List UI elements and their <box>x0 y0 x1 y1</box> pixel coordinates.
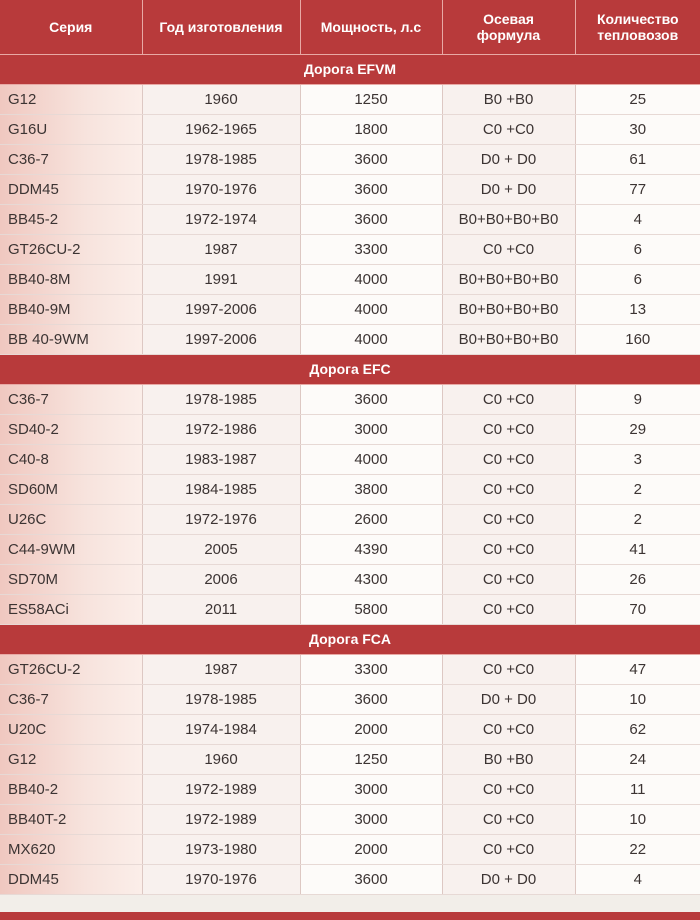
axle-formula-cell: C0 +C0 <box>442 504 575 534</box>
header-axle-line2: формула <box>476 26 541 43</box>
year-cell: 1972-1986 <box>142 414 300 444</box>
section-header-row <box>0 354 700 384</box>
table-row <box>0 414 700 444</box>
table-row <box>0 84 700 114</box>
count-cell: 29 <box>575 414 700 444</box>
table-row <box>0 804 700 834</box>
table-row <box>0 714 700 744</box>
table-row <box>0 864 700 894</box>
series-cell: BB40-8M <box>0 264 142 294</box>
year-cell: 1987 <box>142 234 300 264</box>
section-title: Дорога FCA <box>0 624 700 654</box>
power-cell: 3600 <box>300 864 442 894</box>
series-cell: BB40T-2 <box>0 804 142 834</box>
power-cell: 2600 <box>300 504 442 534</box>
year-cell: 1972-1974 <box>142 204 300 234</box>
count-cell: 47 <box>575 654 700 684</box>
table-row <box>0 834 700 864</box>
series-cell: C40-8 <box>0 444 142 474</box>
bottom-accent-bar <box>0 912 700 920</box>
count-cell: 13 <box>575 294 700 324</box>
series-cell: BB45-2 <box>0 204 142 234</box>
series-cell: C36-7 <box>0 684 142 714</box>
power-cell: 3600 <box>300 174 442 204</box>
power-cell: 1800 <box>300 114 442 144</box>
section-header-row <box>0 624 700 654</box>
table-row <box>0 744 700 774</box>
count-cell: 6 <box>575 264 700 294</box>
series-cell: BB40-9M <box>0 294 142 324</box>
table-row <box>0 504 700 534</box>
axle-formula-cell: B0 +B0 <box>442 744 575 774</box>
power-cell: 4000 <box>300 444 442 474</box>
section-header-row <box>0 54 700 84</box>
axle-formula-cell: D0 + D0 <box>442 174 575 204</box>
axle-formula-cell: B0+B0+B0+B0 <box>442 294 575 324</box>
series-cell: SD60M <box>0 474 142 504</box>
series-cell: BB40-2 <box>0 774 142 804</box>
power-cell: 3000 <box>300 774 442 804</box>
count-cell: 10 <box>575 684 700 714</box>
power-cell: 5800 <box>300 594 442 624</box>
axle-formula-cell: C0 +C0 <box>442 774 575 804</box>
count-cell: 4 <box>575 864 700 894</box>
table-row <box>0 654 700 684</box>
series-cell: GT26CU-2 <box>0 654 142 684</box>
axle-formula-cell: D0 + D0 <box>442 684 575 714</box>
year-cell: 1991 <box>142 264 300 294</box>
series-cell: G12 <box>0 84 142 114</box>
power-cell: 4000 <box>300 324 442 354</box>
header-axle-formula <box>442 0 575 54</box>
count-cell: 61 <box>575 144 700 174</box>
series-cell: U20C <box>0 714 142 744</box>
power-cell: 4000 <box>300 264 442 294</box>
header-year: Год изготовления <box>142 0 300 54</box>
count-cell: 3 <box>575 444 700 474</box>
power-cell: 3600 <box>300 684 442 714</box>
table-row <box>0 114 700 144</box>
power-cell: 3300 <box>300 654 442 684</box>
count-cell: 62 <box>575 714 700 744</box>
series-cell: SD70M <box>0 564 142 594</box>
axle-formula-cell: C0 +C0 <box>442 834 575 864</box>
power-cell: 1250 <box>300 744 442 774</box>
power-cell: 2000 <box>300 834 442 864</box>
count-cell: 24 <box>575 744 700 774</box>
header-count-line2: тепловозов <box>597 26 679 43</box>
year-cell: 1983-1987 <box>142 444 300 474</box>
count-cell: 41 <box>575 534 700 564</box>
table-row <box>0 324 700 354</box>
axle-formula-cell: C0 +C0 <box>442 114 575 144</box>
table-row <box>0 474 700 504</box>
year-cell: 2005 <box>142 534 300 564</box>
table-row <box>0 204 700 234</box>
header-count-line1: Количество <box>596 10 679 27</box>
series-cell: MX620 <box>0 834 142 864</box>
power-cell: 4300 <box>300 564 442 594</box>
axle-formula-cell: C0 +C0 <box>442 594 575 624</box>
table-row <box>0 294 700 324</box>
series-cell: BB 40-9WM <box>0 324 142 354</box>
series-cell: C44-9WM <box>0 534 142 564</box>
power-cell: 4000 <box>300 294 442 324</box>
table-row <box>0 144 700 174</box>
count-cell: 22 <box>575 834 700 864</box>
axle-formula-cell: C0 +C0 <box>442 714 575 744</box>
year-cell: 1997-2006 <box>142 294 300 324</box>
axle-formula-cell: C0 +C0 <box>442 804 575 834</box>
axle-formula-cell: C0 +C0 <box>442 234 575 264</box>
count-cell: 9 <box>575 384 700 414</box>
table-row <box>0 444 700 474</box>
year-cell: 1978-1985 <box>142 684 300 714</box>
table-row <box>0 774 700 804</box>
series-cell: GT26CU-2 <box>0 234 142 264</box>
year-cell: 1974-1984 <box>142 714 300 744</box>
power-cell: 3800 <box>300 474 442 504</box>
year-cell: 1960 <box>142 84 300 114</box>
year-cell: 1972-1989 <box>142 774 300 804</box>
series-cell: DDM45 <box>0 174 142 204</box>
power-cell: 3000 <box>300 804 442 834</box>
table-row <box>0 564 700 594</box>
axle-formula-cell: C0 +C0 <box>442 534 575 564</box>
count-cell: 70 <box>575 594 700 624</box>
series-cell: U26C <box>0 504 142 534</box>
year-cell: 1978-1985 <box>142 384 300 414</box>
table-row <box>0 264 700 294</box>
table-row <box>0 234 700 264</box>
count-cell: 10 <box>575 804 700 834</box>
year-cell: 1984-1985 <box>142 474 300 504</box>
power-cell: 4390 <box>300 534 442 564</box>
axle-formula-cell: B0+B0+B0+B0 <box>442 264 575 294</box>
series-cell: G16U <box>0 114 142 144</box>
series-cell: DDM45 <box>0 864 142 894</box>
series-cell: C36-7 <box>0 384 142 414</box>
series-cell: ES58ACi <box>0 594 142 624</box>
axle-formula-cell: C0 +C0 <box>442 414 575 444</box>
axle-formula-cell: B0 +B0 <box>442 84 575 114</box>
table-body <box>0 54 700 894</box>
count-cell: 11 <box>575 774 700 804</box>
year-cell: 1960 <box>142 744 300 774</box>
count-cell: 4 <box>575 204 700 234</box>
header-power: Мощность, л.с <box>300 0 442 54</box>
count-cell: 77 <box>575 174 700 204</box>
count-cell: 160 <box>575 324 700 354</box>
axle-formula-cell: C0 +C0 <box>442 654 575 684</box>
year-cell: 1972-1976 <box>142 504 300 534</box>
series-cell: C36-7 <box>0 144 142 174</box>
count-cell: 6 <box>575 234 700 264</box>
year-cell: 1987 <box>142 654 300 684</box>
axle-formula-cell: B0+B0+B0+B0 <box>442 204 575 234</box>
count-cell: 2 <box>575 504 700 534</box>
table-row <box>0 684 700 714</box>
axle-formula-cell: C0 +C0 <box>442 564 575 594</box>
year-cell: 1962-1965 <box>142 114 300 144</box>
year-cell: 1972-1989 <box>142 804 300 834</box>
count-cell: 30 <box>575 114 700 144</box>
power-cell: 3000 <box>300 414 442 444</box>
series-cell: G12 <box>0 744 142 774</box>
axle-formula-cell: C0 +C0 <box>442 474 575 504</box>
axle-formula-cell: C0 +C0 <box>442 444 575 474</box>
year-cell: 2011 <box>142 594 300 624</box>
year-cell: 2006 <box>142 564 300 594</box>
table-row <box>0 594 700 624</box>
power-cell: 3600 <box>300 204 442 234</box>
axle-formula-cell: B0+B0+B0+B0 <box>442 324 575 354</box>
axle-formula-cell: D0 + D0 <box>442 864 575 894</box>
header-axle-line1: Осевая <box>483 10 534 27</box>
year-cell: 1970-1976 <box>142 864 300 894</box>
count-cell: 25 <box>575 84 700 114</box>
axle-formula-cell: C0 +C0 <box>442 384 575 414</box>
power-cell: 2000 <box>300 714 442 744</box>
year-cell: 1978-1985 <box>142 144 300 174</box>
table-header <box>0 0 700 54</box>
section-title: Дорога EFC <box>0 354 700 384</box>
power-cell: 3300 <box>300 234 442 264</box>
power-cell: 3600 <box>300 144 442 174</box>
year-cell: 1970-1976 <box>142 174 300 204</box>
year-cell: 1997-2006 <box>142 324 300 354</box>
table-row <box>0 174 700 204</box>
header-count <box>575 0 700 54</box>
section-title: Дорога EFVM <box>0 54 700 84</box>
power-cell: 1250 <box>300 84 442 114</box>
count-cell: 2 <box>575 474 700 504</box>
table-row <box>0 534 700 564</box>
table-row <box>0 384 700 414</box>
power-cell: 3600 <box>300 384 442 414</box>
year-cell: 1973-1980 <box>142 834 300 864</box>
axle-formula-cell: D0 + D0 <box>442 144 575 174</box>
header-series: Серия <box>0 0 142 54</box>
count-cell: 26 <box>575 564 700 594</box>
series-cell: SD40-2 <box>0 414 142 444</box>
